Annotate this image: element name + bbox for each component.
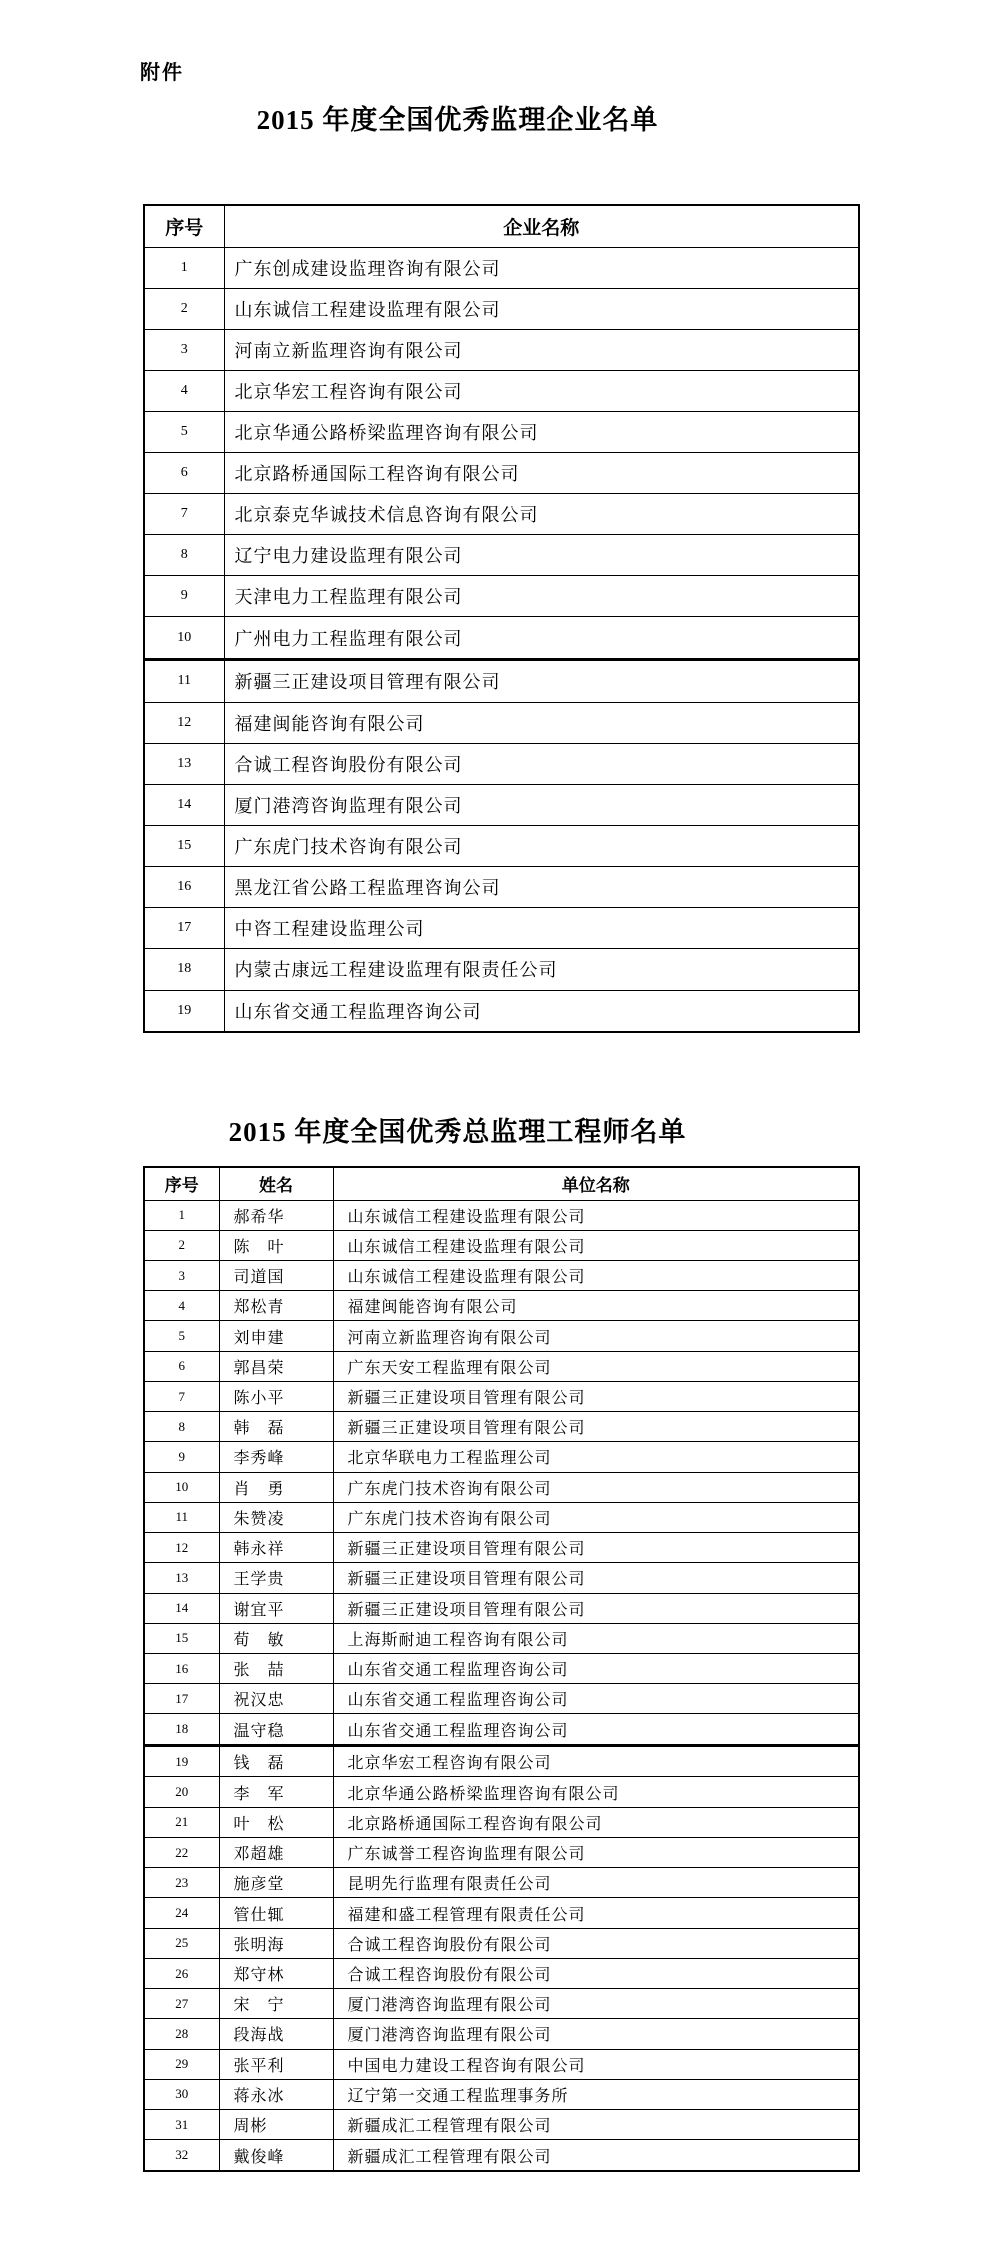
organization-cell: 昆明先行监理有限责任公司 bbox=[333, 1868, 859, 1898]
organization-cell: 厦门港湾咨询监理有限公司 bbox=[333, 2019, 859, 2049]
attachment-label: 附件 bbox=[140, 62, 184, 84]
column-header-person-name: 姓名 bbox=[219, 1167, 333, 1200]
person-name-cell: 刘申建 bbox=[219, 1321, 333, 1351]
organization-cell: 广东虎门技术咨询有限公司 bbox=[333, 1472, 859, 1502]
table-row bbox=[144, 908, 859, 949]
organization-cell: 北京华通公路桥梁监理咨询有限公司 bbox=[333, 1777, 859, 1807]
person-name-cell: 李秀峰 bbox=[219, 1442, 333, 1472]
person-name-cell: 戴俊峰 bbox=[219, 2140, 333, 2171]
serial-cell: 16 bbox=[144, 867, 224, 908]
table-row bbox=[144, 1989, 859, 2019]
serial-cell: 9 bbox=[144, 576, 224, 617]
company-cell: 辽宁电力建设监理有限公司 bbox=[224, 535, 859, 576]
person-name-cell: 司道国 bbox=[219, 1260, 333, 1290]
table-row bbox=[144, 494, 859, 535]
serial-cell: 14 bbox=[144, 1593, 219, 1623]
organization-cell: 山东诚信工程建设监理有限公司 bbox=[333, 1200, 859, 1230]
table-row bbox=[144, 1593, 859, 1623]
enterprise-table-body bbox=[144, 247, 859, 1032]
serial-cell: 12 bbox=[144, 702, 224, 743]
organization-cell: 北京路桥通国际工程咨询有限公司 bbox=[333, 1807, 859, 1837]
serial-cell: 3 bbox=[144, 1260, 219, 1290]
table-row bbox=[144, 411, 859, 452]
serial-cell: 18 bbox=[144, 949, 224, 990]
table-row bbox=[144, 826, 859, 867]
serial-cell: 14 bbox=[144, 784, 224, 825]
organization-cell: 合诚工程咨询股份有限公司 bbox=[333, 1958, 859, 1988]
table-row bbox=[144, 535, 859, 576]
table-row bbox=[144, 1230, 859, 1260]
table-row bbox=[144, 453, 859, 494]
serial-cell: 5 bbox=[144, 1321, 219, 1351]
serial-cell: 1 bbox=[144, 247, 224, 288]
company-cell: 广东虎门技术咨询有限公司 bbox=[224, 826, 859, 867]
serial-cell: 25 bbox=[144, 1928, 219, 1958]
company-cell: 天津电力工程监理有限公司 bbox=[224, 576, 859, 617]
organization-cell: 广东天安工程监理有限公司 bbox=[333, 1351, 859, 1381]
organization-cell: 新疆成汇工程管理有限公司 bbox=[333, 2140, 859, 2171]
serial-cell: 26 bbox=[144, 1958, 219, 1988]
serial-cell: 2 bbox=[144, 288, 224, 329]
table-row bbox=[144, 288, 859, 329]
table-row bbox=[144, 2140, 859, 2171]
organization-cell: 辽宁第一交通工程监理事务所 bbox=[333, 2079, 859, 2109]
table-row bbox=[144, 1623, 859, 1653]
person-name-cell: 韩永祥 bbox=[219, 1533, 333, 1563]
company-cell: 山东诚信工程建设监理有限公司 bbox=[224, 288, 859, 329]
serial-cell: 11 bbox=[144, 660, 224, 703]
table-row bbox=[144, 1837, 859, 1867]
person-name-cell: 祝汉忠 bbox=[219, 1684, 333, 1714]
table-row bbox=[144, 617, 859, 660]
serial-cell: 15 bbox=[144, 826, 224, 867]
serial-cell: 22 bbox=[144, 1837, 219, 1867]
person-name-cell: 管仕辄 bbox=[219, 1898, 333, 1928]
organization-cell: 新疆三正建设项目管理有限公司 bbox=[333, 1412, 859, 1442]
organization-cell: 山东诚信工程建设监理有限公司 bbox=[333, 1260, 859, 1290]
table-row bbox=[144, 2019, 859, 2049]
engineer-table-header-row bbox=[144, 1167, 859, 1200]
table-row bbox=[144, 867, 859, 908]
organization-cell: 山东省交通工程监理咨询公司 bbox=[333, 1684, 859, 1714]
company-cell: 内蒙古康远工程建设监理有限责任公司 bbox=[224, 949, 859, 990]
person-name-cell: 郑守林 bbox=[219, 1958, 333, 1988]
organization-cell: 新疆三正建设项目管理有限公司 bbox=[333, 1381, 859, 1411]
serial-cell: 28 bbox=[144, 2019, 219, 2049]
organization-cell: 新疆三正建设项目管理有限公司 bbox=[333, 1563, 859, 1593]
person-name-cell: 施彦堂 bbox=[219, 1868, 333, 1898]
table-row bbox=[144, 1868, 859, 1898]
table-row bbox=[144, 949, 859, 990]
enterprise-table-header-row bbox=[144, 205, 859, 247]
company-cell: 中咨工程建设监理公司 bbox=[224, 908, 859, 949]
serial-cell: 4 bbox=[144, 1291, 219, 1321]
person-name-cell: 荀 敏 bbox=[219, 1623, 333, 1653]
serial-cell: 19 bbox=[144, 990, 224, 1032]
organization-cell: 新疆成汇工程管理有限公司 bbox=[333, 2110, 859, 2140]
company-cell: 北京华通公路桥梁监理咨询有限公司 bbox=[224, 411, 859, 452]
person-name-cell: 王学贵 bbox=[219, 1563, 333, 1593]
serial-cell: 5 bbox=[144, 411, 224, 452]
table-row bbox=[144, 1442, 859, 1472]
person-name-cell: 邓超雄 bbox=[219, 1837, 333, 1867]
table-row bbox=[144, 1807, 859, 1837]
table-row bbox=[144, 1533, 859, 1563]
table-row bbox=[144, 1898, 859, 1928]
organization-cell: 山东诚信工程建设监理有限公司 bbox=[333, 1230, 859, 1260]
serial-cell: 3 bbox=[144, 329, 224, 370]
engineer-table-body bbox=[144, 1200, 859, 2171]
table-row bbox=[144, 247, 859, 288]
company-cell: 广州电力工程监理有限公司 bbox=[224, 617, 859, 660]
serial-cell: 11 bbox=[144, 1502, 219, 1532]
serial-cell: 24 bbox=[144, 1898, 219, 1928]
company-cell: 黑龙江省公路工程监理咨询公司 bbox=[224, 867, 859, 908]
table-row bbox=[144, 1472, 859, 1502]
table-row bbox=[144, 660, 859, 703]
table-row bbox=[144, 329, 859, 370]
person-name-cell: 郑松青 bbox=[219, 1291, 333, 1321]
serial-cell: 10 bbox=[144, 617, 224, 660]
organization-cell: 新疆三正建设项目管理有限公司 bbox=[333, 1593, 859, 1623]
serial-cell: 17 bbox=[144, 908, 224, 949]
table-row bbox=[144, 1684, 859, 1714]
table-row bbox=[144, 1260, 859, 1290]
serial-cell: 30 bbox=[144, 2079, 219, 2109]
table-row bbox=[144, 743, 859, 784]
organization-cell: 北京华联电力工程监理公司 bbox=[333, 1442, 859, 1472]
serial-cell: 31 bbox=[144, 2110, 219, 2140]
person-name-cell: 韩 磊 bbox=[219, 1412, 333, 1442]
company-cell: 河南立新监理咨询有限公司 bbox=[224, 329, 859, 370]
column-header-serial: 序号 bbox=[144, 1167, 219, 1200]
table-row bbox=[144, 1412, 859, 1442]
serial-cell: 20 bbox=[144, 1777, 219, 1807]
organization-cell: 新疆三正建设项目管理有限公司 bbox=[333, 1533, 859, 1563]
serial-cell: 23 bbox=[144, 1868, 219, 1898]
table-row bbox=[144, 1714, 859, 1746]
organization-cell: 广东虎门技术咨询有限公司 bbox=[333, 1502, 859, 1532]
table-row bbox=[144, 1958, 859, 1988]
company-cell: 新疆三正建设项目管理有限公司 bbox=[224, 660, 859, 703]
column-header-company-name: 企业名称 bbox=[224, 205, 859, 247]
serial-cell: 15 bbox=[144, 1623, 219, 1653]
serial-cell: 10 bbox=[144, 1472, 219, 1502]
table-row bbox=[144, 576, 859, 617]
table-row bbox=[144, 1200, 859, 1230]
serial-cell: 17 bbox=[144, 1684, 219, 1714]
organization-cell: 山东省交通工程监理咨询公司 bbox=[333, 1654, 859, 1684]
person-name-cell: 蒋永冰 bbox=[219, 2079, 333, 2109]
person-name-cell: 肖 勇 bbox=[219, 1472, 333, 1502]
serial-cell: 13 bbox=[144, 743, 224, 784]
organization-cell: 河南立新监理咨询有限公司 bbox=[333, 1321, 859, 1351]
serial-cell: 13 bbox=[144, 1563, 219, 1593]
company-cell: 福建闽能咨询有限公司 bbox=[224, 702, 859, 743]
person-name-cell: 张平利 bbox=[219, 2049, 333, 2079]
company-cell: 北京华宏工程咨询有限公司 bbox=[224, 370, 859, 411]
serial-cell: 1 bbox=[144, 1200, 219, 1230]
person-name-cell: 李 军 bbox=[219, 1777, 333, 1807]
organization-cell: 厦门港湾咨询监理有限公司 bbox=[333, 1989, 859, 2019]
company-cell: 北京路桥通国际工程咨询有限公司 bbox=[224, 453, 859, 494]
table-row bbox=[144, 2049, 859, 2079]
person-name-cell: 周彬 bbox=[219, 2110, 333, 2140]
organization-cell: 北京华宏工程咨询有限公司 bbox=[333, 1745, 859, 1777]
table-row bbox=[144, 784, 859, 825]
person-name-cell: 温守稳 bbox=[219, 1714, 333, 1746]
serial-cell: 8 bbox=[144, 535, 224, 576]
serial-cell: 8 bbox=[144, 1412, 219, 1442]
table-row bbox=[144, 2110, 859, 2140]
table-row bbox=[144, 1563, 859, 1593]
table-row bbox=[144, 1351, 859, 1381]
company-cell: 北京泰克华诚技术信息咨询有限公司 bbox=[224, 494, 859, 535]
organization-cell: 山东省交通工程监理咨询公司 bbox=[333, 1714, 859, 1746]
organization-cell: 福建闽能咨询有限公司 bbox=[333, 1291, 859, 1321]
company-cell: 合诚工程咨询股份有限公司 bbox=[224, 743, 859, 784]
person-name-cell: 陈小平 bbox=[219, 1381, 333, 1411]
person-name-cell: 郭昌荣 bbox=[219, 1351, 333, 1381]
engineer-list-title: 2015 年度全国优秀总监理工程师名单 bbox=[228, 1117, 687, 1147]
organization-cell: 中国电力建设工程咨询有限公司 bbox=[333, 2049, 859, 2079]
serial-cell: 4 bbox=[144, 370, 224, 411]
serial-cell: 29 bbox=[144, 2049, 219, 2079]
person-name-cell: 张明海 bbox=[219, 1928, 333, 1958]
serial-cell: 16 bbox=[144, 1654, 219, 1684]
table-row bbox=[144, 702, 859, 743]
table-row bbox=[144, 990, 859, 1032]
person-name-cell: 宋 宁 bbox=[219, 1989, 333, 2019]
serial-cell: 21 bbox=[144, 1807, 219, 1837]
person-name-cell: 郝希华 bbox=[219, 1200, 333, 1230]
enterprise-table bbox=[143, 204, 860, 1033]
person-name-cell: 谢宜平 bbox=[219, 1593, 333, 1623]
serial-cell: 2 bbox=[144, 1230, 219, 1260]
serial-cell: 6 bbox=[144, 1351, 219, 1381]
table-row bbox=[144, 1381, 859, 1411]
engineer-table bbox=[143, 1166, 860, 2172]
table-row bbox=[144, 1321, 859, 1351]
serial-cell: 27 bbox=[144, 1989, 219, 2019]
serial-cell: 12 bbox=[144, 1533, 219, 1563]
company-cell: 山东省交通工程监理咨询公司 bbox=[224, 990, 859, 1032]
table-row bbox=[144, 1502, 859, 1532]
serial-cell: 7 bbox=[144, 494, 224, 535]
serial-cell: 7 bbox=[144, 1381, 219, 1411]
company-cell: 广东创成建设监理咨询有限公司 bbox=[224, 247, 859, 288]
person-name-cell: 朱赞凌 bbox=[219, 1502, 333, 1532]
table-row bbox=[144, 370, 859, 411]
serial-cell: 18 bbox=[144, 1714, 219, 1746]
organization-cell: 福建和盛工程管理有限责任公司 bbox=[333, 1898, 859, 1928]
person-name-cell: 张 喆 bbox=[219, 1654, 333, 1684]
serial-cell: 9 bbox=[144, 1442, 219, 1472]
organization-cell: 合诚工程咨询股份有限公司 bbox=[333, 1928, 859, 1958]
person-name-cell: 段海战 bbox=[219, 2019, 333, 2049]
table-row bbox=[144, 1654, 859, 1684]
column-header-serial: 序号 bbox=[144, 205, 224, 247]
table-row bbox=[144, 1745, 859, 1777]
organization-cell: 广东诚誉工程咨询监理有限公司 bbox=[333, 1837, 859, 1867]
table-row bbox=[144, 1291, 859, 1321]
person-name-cell: 钱 磊 bbox=[219, 1745, 333, 1777]
serial-cell: 6 bbox=[144, 453, 224, 494]
serial-cell: 32 bbox=[144, 2140, 219, 2171]
person-name-cell: 陈 叶 bbox=[219, 1230, 333, 1260]
table-row bbox=[144, 1777, 859, 1807]
organization-cell: 上海斯耐迪工程咨询有限公司 bbox=[333, 1623, 859, 1653]
serial-cell: 19 bbox=[144, 1745, 219, 1777]
table-row bbox=[144, 1928, 859, 1958]
table-row bbox=[144, 2079, 859, 2109]
column-header-organization-name: 单位名称 bbox=[333, 1167, 859, 1200]
person-name-cell: 叶 松 bbox=[219, 1807, 333, 1837]
enterprise-list-title: 2015 年度全国优秀监理企业名单 bbox=[256, 105, 659, 135]
company-cell: 厦门港湾咨询监理有限公司 bbox=[224, 784, 859, 825]
